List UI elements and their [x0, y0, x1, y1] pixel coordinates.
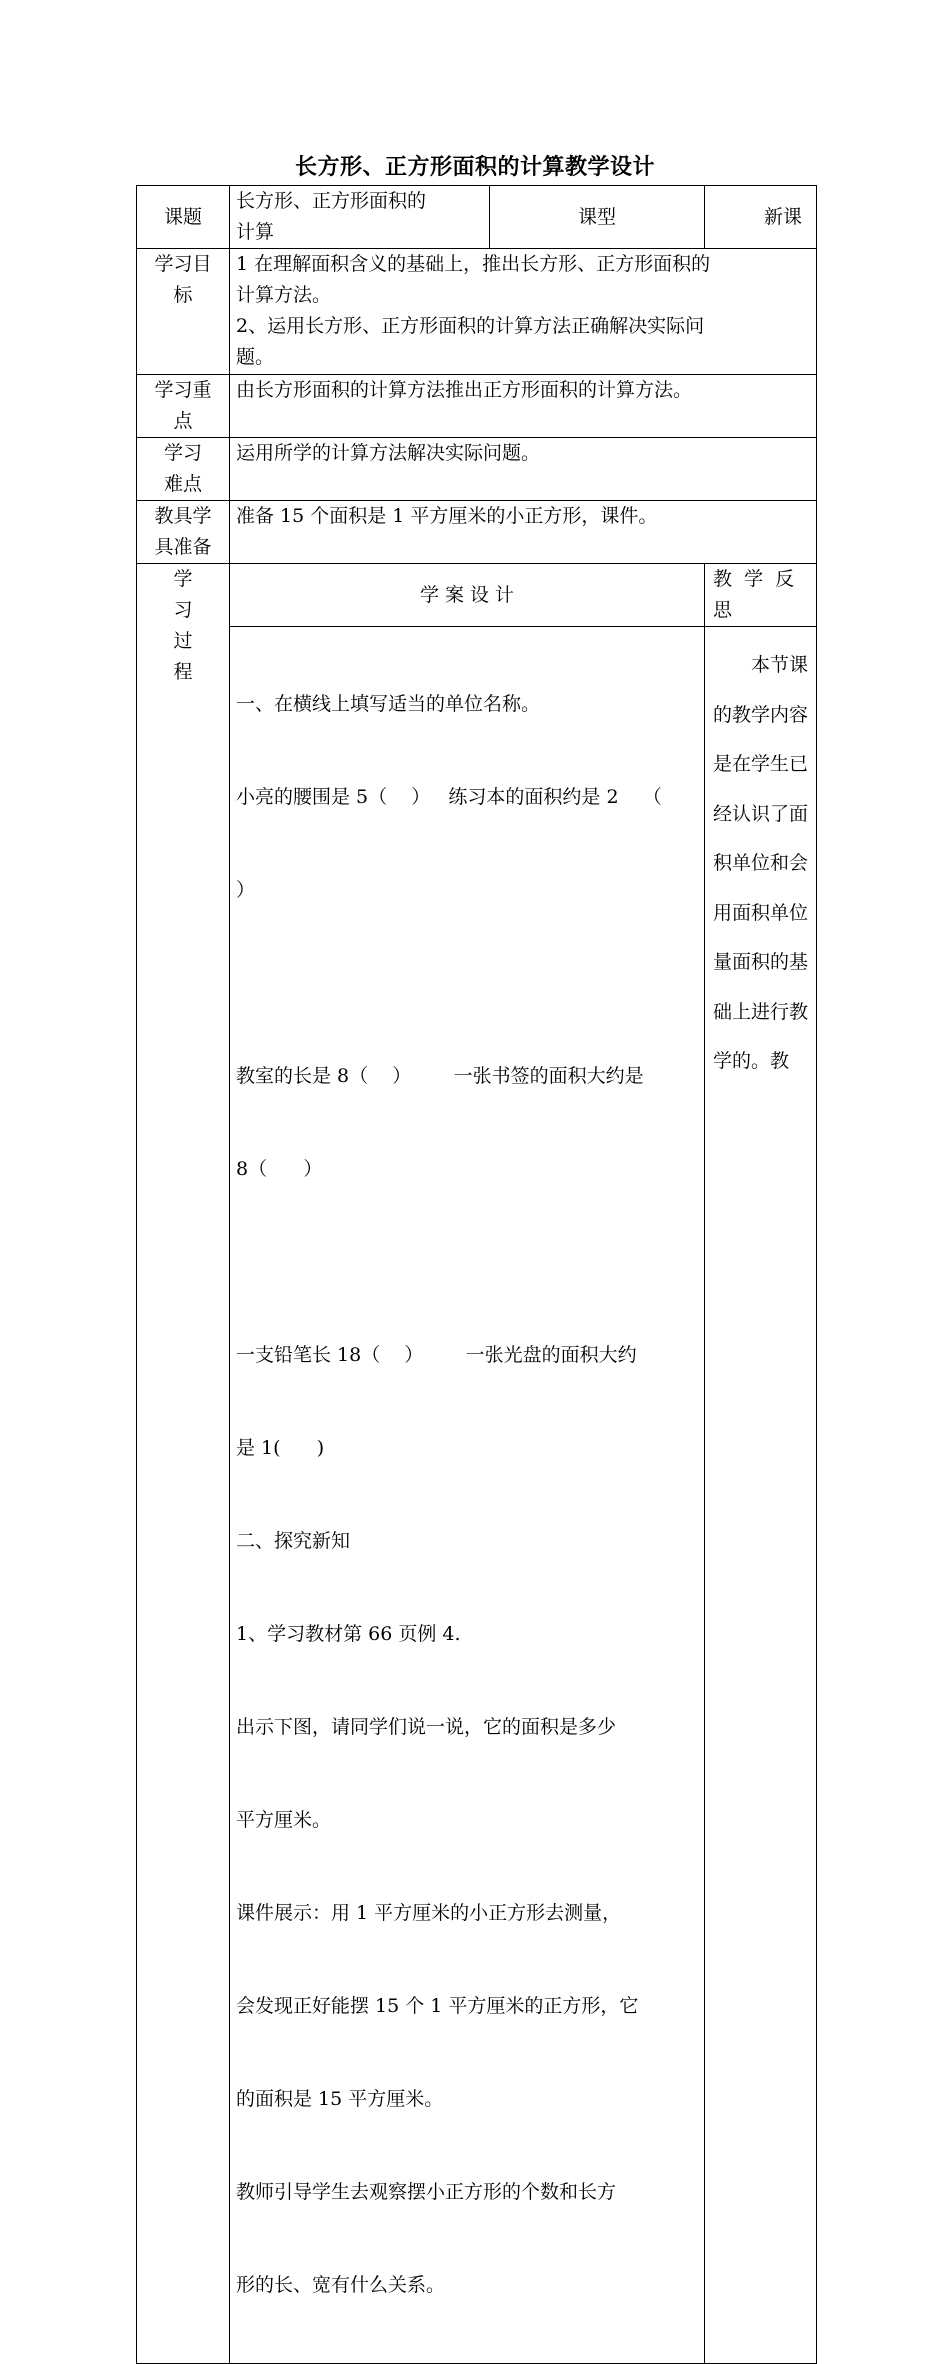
materials-text: 准备 15 个面积是 1 平方厘米的小正方形，课件。: [230, 501, 817, 564]
key-point-text: 由长方形面积的计算方法推出正方形面积的计算方法。: [230, 375, 817, 438]
process-label-char-1: 学: [173, 568, 193, 590]
topic-label: 课题: [137, 186, 230, 249]
design-line-14: 的面积是 15 平方厘米。: [236, 2088, 444, 2110]
objectives-label-line2: 标: [173, 284, 193, 306]
materials-label: [137, 501, 230, 564]
design-line-2: 小亮的腰围是 5（ ） 练习本的面积约是 2 （: [236, 786, 662, 808]
objective-1-line2: 计算方法。: [236, 284, 332, 306]
materials-row: [137, 501, 817, 564]
type-value: 新课: [705, 186, 817, 249]
objective-1-line1: 1 在理解面积含义的基础上，推出长方形、正方形面积的: [236, 253, 711, 275]
process-header-row: [137, 564, 817, 627]
key-point-row: [137, 375, 817, 438]
difficulty-text: 运用所学的计算方法解决实际问题。: [230, 438, 817, 501]
topic-value-line1: 长方形、正方形面积的: [236, 190, 427, 212]
reflection-body: 本节课的教学内容是在学生已经认识了面积单位和会用面积单位量面积的基础上进行教学的。教: [713, 654, 809, 1072]
topic-value-line2: 计算: [236, 221, 275, 243]
process-body-row: [137, 627, 817, 2364]
design-line-15: 教师引导学生去观察摆小正方形的个数和长方: [236, 2181, 617, 2203]
process-label-char-4: 程: [173, 661, 193, 683]
objective-2-line1: 2、运用长方形、正方形面积的计算方法正确解决实际问: [236, 315, 705, 337]
reflection-header: [705, 564, 817, 627]
design-line-8: 二、探究新知: [236, 1530, 351, 1552]
design-line-12: 课件展示：用 1 平方厘米的小正方形去测量，: [236, 1902, 622, 1924]
difficulty-label-line2: 难点: [163, 473, 202, 495]
objectives-text: [230, 249, 817, 375]
key-point-label-line1: 学习重: [154, 379, 212, 401]
objectives-label: [137, 249, 230, 375]
materials-label-line2: 具准备: [154, 536, 212, 558]
design-content: [230, 627, 705, 2364]
difficulty-label: [137, 438, 230, 501]
objective-2-line2: 题。: [236, 346, 275, 368]
design-line-1: 一、在横线上填写适当的单位名称。: [236, 693, 541, 715]
key-point-label: [137, 375, 230, 438]
design-line-5: 8（ ）: [236, 1158, 323, 1180]
reflection-header-line1: 教 学 反: [713, 568, 795, 590]
process-label: [137, 564, 230, 2364]
process-label-char-2: 习: [173, 599, 193, 621]
topic-value: [230, 186, 490, 249]
type-label: 课型: [490, 186, 705, 249]
materials-label-line1: 教具学: [154, 505, 212, 527]
design-header: 学 案 设 计: [230, 564, 705, 627]
difficulty-row: [137, 438, 817, 501]
key-point-label-line2: 点: [173, 410, 193, 432]
document-title: 长方形、正方形面积的计算教学设计: [294, 155, 655, 180]
topic-row: [137, 186, 817, 249]
objectives-label-line1: 学习目: [154, 253, 212, 275]
design-line-9: 1、学习教材第 66 页例 4.: [236, 1623, 461, 1645]
design-line-3: ）: [236, 879, 256, 901]
design-line-13: 会发现正好能摆 15 个 1 平方厘米的正方形，它: [236, 1995, 639, 2017]
design-blank-2: [236, 1247, 698, 1278]
reflection-text: [705, 627, 817, 2364]
objectives-row: [137, 249, 817, 375]
design-line-6: 一支铅笔长 18（ ） 一张光盘的面积大约: [236, 1344, 637, 1366]
design-blank-1: [236, 968, 698, 999]
difficulty-label-line1: 学习: [163, 442, 202, 464]
process-label-char-3: 过: [173, 630, 193, 652]
design-line-11: 平方厘米。: [236, 1809, 332, 1831]
design-line-7: 是 1( ): [236, 1437, 325, 1459]
design-line-10: 出示下图，请同学们说一说，它的面积是多少: [236, 1716, 617, 1738]
reflection-header-line2: 思: [713, 599, 733, 621]
lesson-plan-table: [136, 185, 817, 2364]
design-line-16: 形的长、宽有什么关系。: [236, 2274, 446, 2296]
design-line-4: 教室的长是 8（ ） 一张书签的面积大约是: [236, 1065, 644, 1087]
